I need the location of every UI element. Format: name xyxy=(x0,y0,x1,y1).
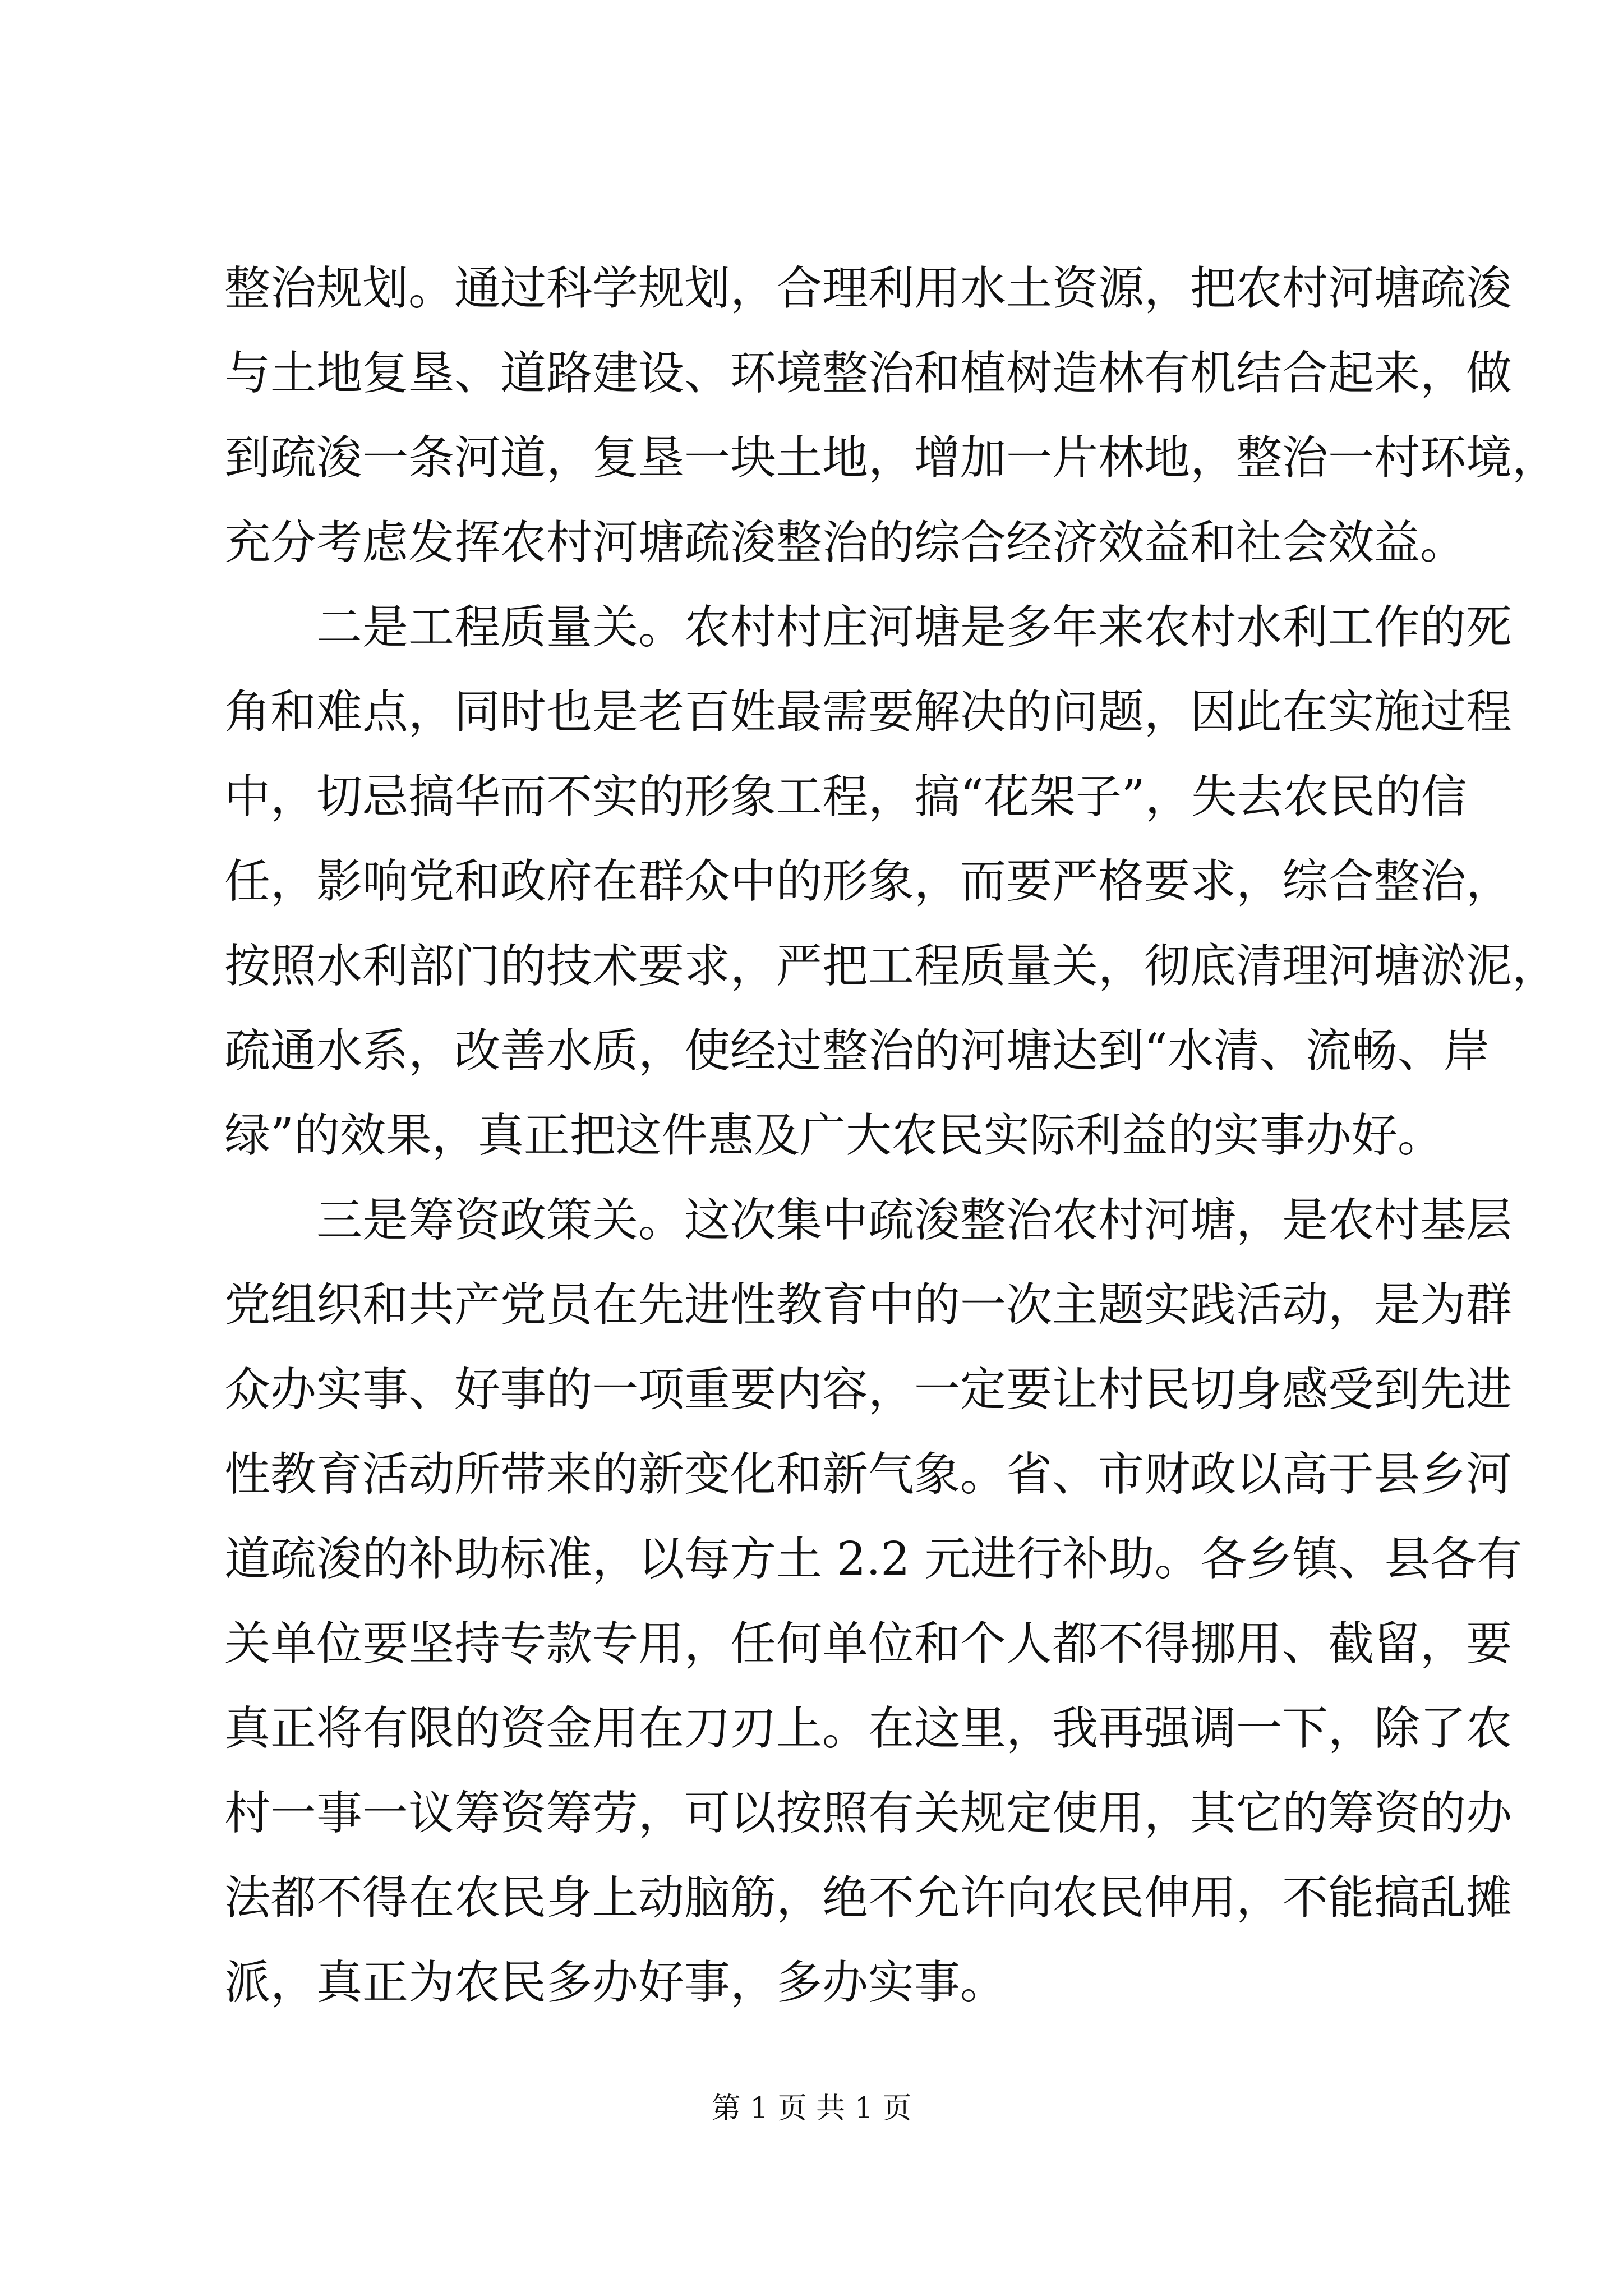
text-line: 众办实事、好事的一项重要内容，一定要让村民切身感受到先进 xyxy=(224,1363,1513,1416)
text-line: 到疏浚一条河道，复垦一块土地，增加一片林地，整治一村环境， xyxy=(224,431,1559,485)
text-line: 整治规划。通过科学规划，合理利用水土资源，把农村河塘疏浚 xyxy=(224,262,1513,315)
text-line: 充分考虑发挥农村河塘疏浚整治的综合经济效益和社会效益。 xyxy=(224,516,1467,569)
text-line: 绿”的效果，真正把这件惠及广大农民实际利益的实事办好。 xyxy=(224,1109,1444,1162)
text-line: 疏通水系，改善水质，使经过整治的河塘达到“水清、流畅、岸 xyxy=(224,1024,1490,1078)
text-line: 道疏浚的补助标准，以每方土 2.2 元进行补助。各乡镇、县各有 xyxy=(224,1533,1523,1586)
text-line: 党组织和共产党员在先进性教育中的一次主题实践活动，是为群 xyxy=(224,1278,1513,1332)
text-line: 村一事一议筹资筹劳，可以按照有关规定使用，其它的筹资的办 xyxy=(224,1787,1513,1840)
text-line: 真正将有限的资金用在刀刃上。在这里，我再强调一下，除了农 xyxy=(224,1702,1513,1755)
text-line: 任，影响党和政府在群众中的形象，而要严格要求，综合整治， xyxy=(224,855,1513,908)
text-line: 中，切忌搞华而不实的形象工程，搞“花架子”，失去农民的信 xyxy=(224,770,1467,823)
page-number-footer: 第 1 页 共 1 页 xyxy=(711,2092,912,2125)
text-line: 派，真正为农民多办好事，多办实事。 xyxy=(224,1956,1007,2009)
text-line: 角和难点，同时也是老百姓最需要解决的问题，因此在实施过程 xyxy=(224,685,1513,739)
text-line: 与土地复垦、道路建设、环境整治和植树造林有机结合起来，做 xyxy=(224,347,1513,400)
text-line: 关单位要坚持专款专用，任何单位和个人都不得挪用、截留，要 xyxy=(224,1617,1513,1671)
text-line: 按照水利部门的技术要求，严把工程质量关，彻底清理河塘淤泥， xyxy=(224,940,1559,993)
paragraph-start-line: 三是筹资政策关。这次集中疏浚整治农村河塘，是农村基层 xyxy=(316,1194,1513,1247)
text-line: 法都不得在农民身上动脑筋，绝不允许向农民伸用，不能搞乱摊 xyxy=(224,1871,1513,1925)
paragraph-start-line: 二是工程质量关。农村村庄河塘是多年来农村水利工作的死 xyxy=(316,601,1513,654)
text-line: 性教育活动所带来的新变化和新气象。省、市财政以高于县乡河 xyxy=(224,1448,1513,1501)
